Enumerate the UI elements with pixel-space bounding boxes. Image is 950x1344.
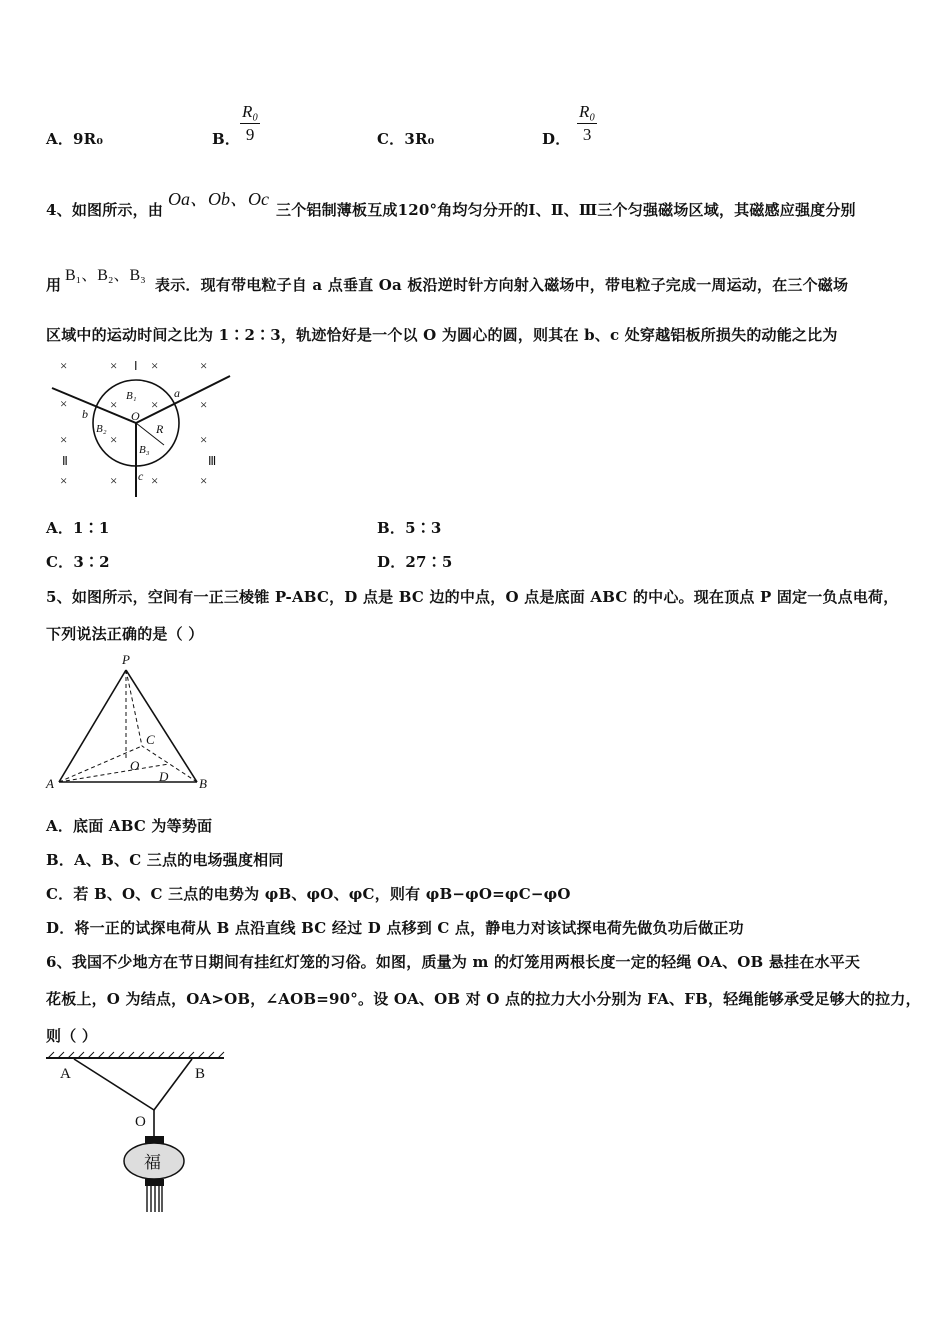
cross-mark: × (60, 473, 68, 488)
radius-r-label: R (156, 422, 164, 436)
fraction-numerator: R₀ (577, 102, 597, 124)
cross-mark: × (200, 358, 208, 373)
q4-number: 4、如图所示，由 (46, 201, 164, 219)
q4-option-a: A．1∶1 (46, 519, 110, 537)
lantern-character: 福 (144, 1153, 161, 1172)
region-2-label: Ⅱ (62, 454, 68, 468)
q5-option-c: C．若 B、O、C 三点的电势为 φB、φO、φC，则有 φB−φO=φC−φO (46, 885, 571, 903)
point-c-label: c (138, 469, 144, 483)
q5-line2: 下列说法正确的是（ ） (46, 625, 204, 643)
q6-line3: 则（ ） (46, 1027, 98, 1045)
q4-line1: 三个铝制薄板互成120°角均匀分开的Ⅰ、Ⅱ、Ⅲ三个匀强磁场区域，其磁感应强度分别 (276, 201, 856, 219)
edge-pa (59, 670, 126, 782)
lantern-tassel (147, 1186, 162, 1212)
field-b2-label: B₂ (96, 423, 107, 435)
point-b-label: b (82, 407, 88, 421)
fraction-denominator: 9 (245, 125, 255, 144)
q3-option-a: A．9R₀ (46, 130, 104, 148)
cross-mark: × (200, 473, 208, 488)
q6-line1: 6、我国不少地方在节日期间有挂红灯笼的习俗。如图，质量为 m 的灯笼用两根长度一定的轻绳 OA、OB 悬挂在水平天 (46, 953, 861, 971)
median-ad (59, 764, 169, 782)
center-o-label: O (131, 409, 140, 423)
vertex-b-label: B (199, 776, 207, 791)
edge-bc (142, 746, 197, 782)
rope-oa (74, 1059, 154, 1110)
cross-mark: × (110, 358, 118, 373)
field-b1-label: B₁ (126, 390, 137, 402)
q4-option-d: D．27∶5 (377, 553, 453, 571)
q6-line2: 花板上，O 为结点，OA>OB，∠AOB=90°。设 OA、OB 对 O 点的拉力大小分别为 FA、FB，轻绳能够承受足够大的拉力， (46, 990, 921, 1008)
vertex-a-label: A (46, 776, 54, 791)
q4-option-b: B．5∶3 (377, 519, 442, 537)
q5-line1: 5、如图所示，空间有一正三棱锥 P-ABC，D 点是 BC 边的中点，O 点是底面 ABC 的中心。现在顶点 P 固定一负点电荷， (46, 588, 899, 606)
cross-mark: × (151, 358, 159, 373)
cross-mark: × (110, 432, 118, 447)
q4-line2-start: 用 (46, 276, 62, 294)
cross-mark: × (60, 432, 68, 447)
q6-lantern-figure (44, 1048, 229, 1218)
field-b3-label: B₃ (139, 444, 150, 456)
cross-mark: × (110, 397, 118, 412)
q4-option-c: C．3∶2 (46, 553, 110, 571)
cross-mark: × (60, 358, 68, 373)
rope-ob (154, 1059, 192, 1110)
q3-option-b-label: B． (212, 130, 241, 148)
q4-fields: B₁、B₂、B₃ (65, 267, 146, 284)
cross-mark: × (110, 473, 118, 488)
center-o-label: O (130, 758, 140, 773)
point-a-label: a (174, 386, 180, 400)
point-o-label: O (135, 1114, 146, 1130)
q4-boards: Oa、Ob、Oc (168, 189, 269, 209)
q5-option-a: A．底面 ABC 为等势面 (46, 817, 213, 835)
vertex-p-label: P (122, 652, 130, 667)
q5-pyramid-figure (44, 650, 216, 792)
cross-mark: × (151, 397, 159, 412)
region-3-label: Ⅲ (208, 454, 217, 468)
fraction-numerator: R₀ (240, 102, 260, 124)
cross-mark: × (200, 432, 208, 447)
lantern-bottom-cap (145, 1179, 164, 1186)
point-a-label: A (60, 1066, 71, 1082)
fraction-denominator: 3 (582, 125, 592, 144)
q5-option-b: B．A、B、C 三点的电场强度相同 (46, 851, 284, 869)
region-1-label: Ⅰ (134, 359, 138, 373)
vertex-c-label: C (146, 732, 155, 747)
q3-option-d-fraction (577, 102, 597, 145)
q4-line3: 区域中的运动时间之比为 1∶2∶3，轨迹恰好是一个以 O 为圆心的圆，则其在 b、c 处穿越铝板所损失的动能之比为 (46, 326, 838, 344)
cross-mark: × (151, 473, 159, 488)
midpoint-d-label: D (159, 769, 169, 784)
cross-mark: × (200, 397, 208, 412)
q4-magnetic-field-figure (46, 355, 236, 500)
cross-mark: × (60, 396, 68, 411)
q4-line2: 表示．现有带电粒子自 a 点垂直 Oa 板沿逆时针方向射入磁场中，带电粒子完成一周运动，在三个磁场 (155, 276, 849, 294)
q3-option-d-label: D． (542, 130, 571, 148)
point-b-label: B (195, 1066, 206, 1082)
q5-option-d: D．将一正的试探电荷从 B 点沿直线 BC 经过 D 点移到 C 点，静电力对该试探电荷先做负功后做正功 (46, 919, 744, 937)
q3-option-b-fraction (240, 102, 260, 145)
q3-option-c: C．3R₀ (377, 130, 435, 148)
